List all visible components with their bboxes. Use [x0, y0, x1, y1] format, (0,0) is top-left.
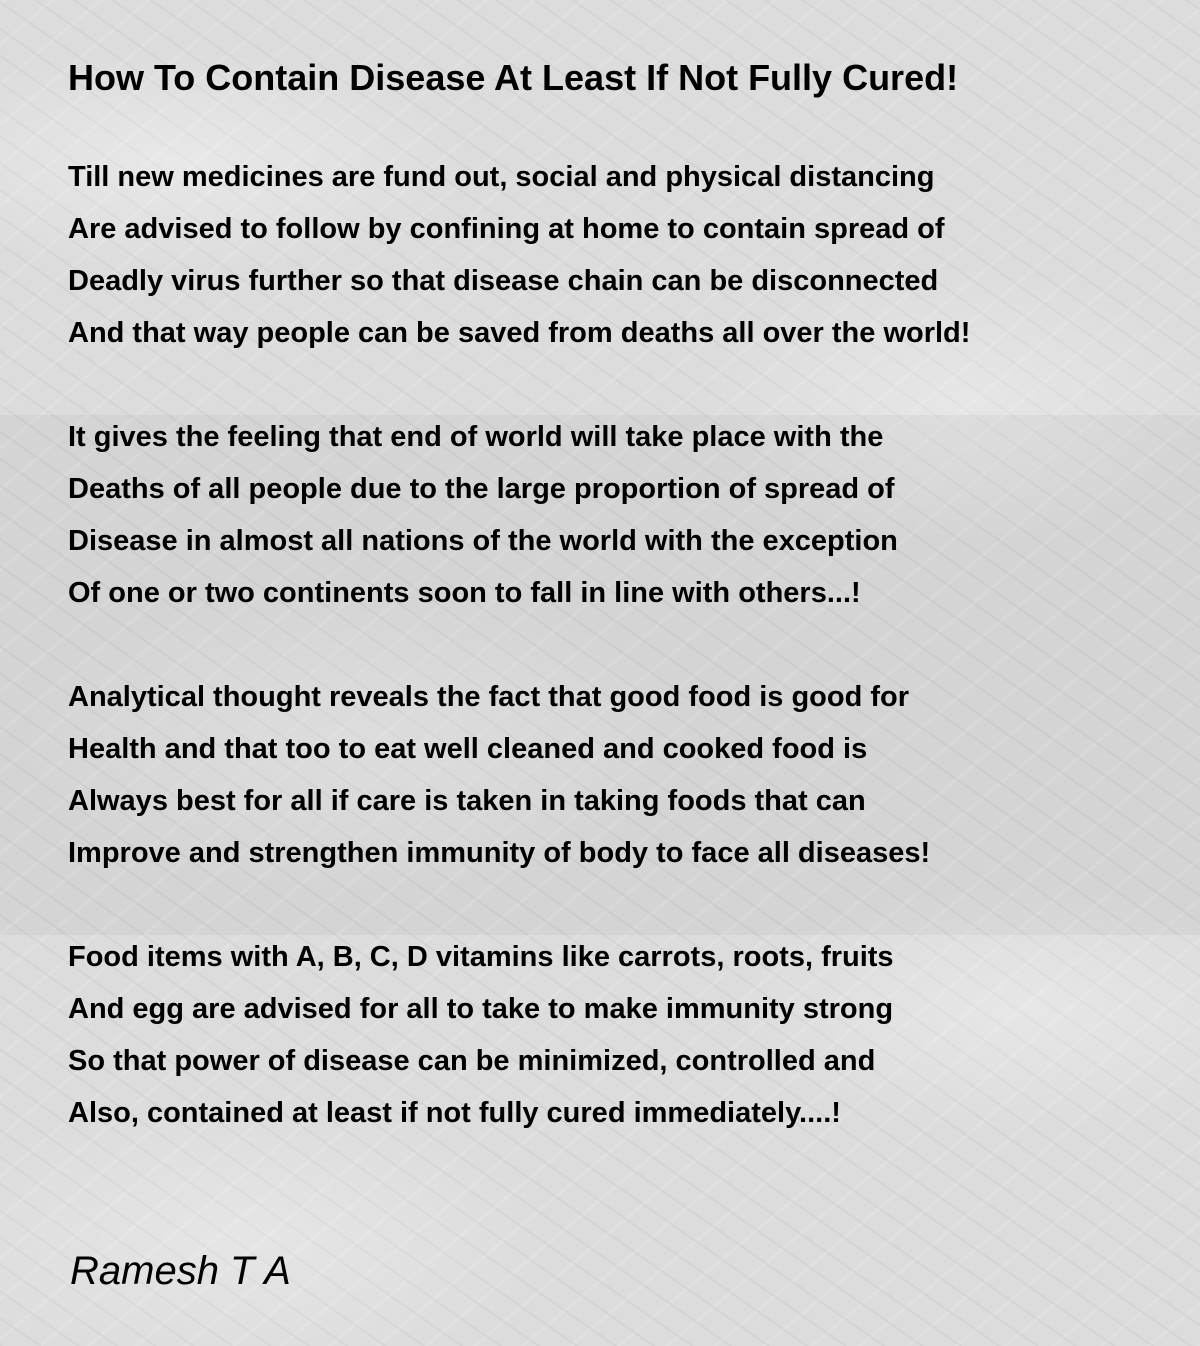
poem-line: And that way people can be saved from deaths all over the world! [68, 317, 971, 349]
poem-line: Always best for all if care is taken in taking foods that can [68, 785, 866, 817]
poem-line: Are advised to follow by confining at home to contain spread of [68, 213, 945, 245]
poem-line: Till new medicines are fund out, social and physical distancing [68, 161, 935, 193]
stanza-3 [68, 671, 1178, 879]
stanza-4 [68, 931, 1178, 1139]
poem-line: Also, contained at least if not fully cured immediately....! [68, 1097, 841, 1129]
poem-title: How To Contain Disease At Least If Not Fully Cured! [68, 57, 959, 98]
poem-line: Deadly virus further so that disease chain can be disconnected [68, 265, 939, 297]
poem-line: It gives the feeling that end of world will take place with the [68, 421, 884, 453]
poem-line: Disease in almost all nations of the world with the exception [68, 525, 898, 557]
poem-line: Food items with A, B, C, D vitamins like carrots, roots, fruits [68, 941, 894, 973]
poem-line: Improve and strengthen immunity of body to face all diseases! [68, 837, 931, 869]
stanza-2 [68, 411, 1178, 619]
poem-line: So that power of disease can be minimized, controlled and [68, 1045, 876, 1077]
poem-body [68, 151, 1178, 1139]
stanza-1 [68, 151, 1178, 359]
poem-author: Ramesh T A [70, 1249, 291, 1293]
poem-line: Deaths of all people due to the large proportion of spread of [68, 473, 895, 505]
poem-line: Analytical thought reveals the fact that good food is good for [68, 681, 910, 713]
poem-line: Health and that too to eat well cleaned and cooked food is [68, 733, 868, 765]
poem-container [68, 55, 1178, 1191]
poem-line: And egg are advised for all to take to make immunity strong [68, 993, 894, 1025]
poem-line: Of one or two continents soon to fall in line with others...! [68, 577, 861, 609]
